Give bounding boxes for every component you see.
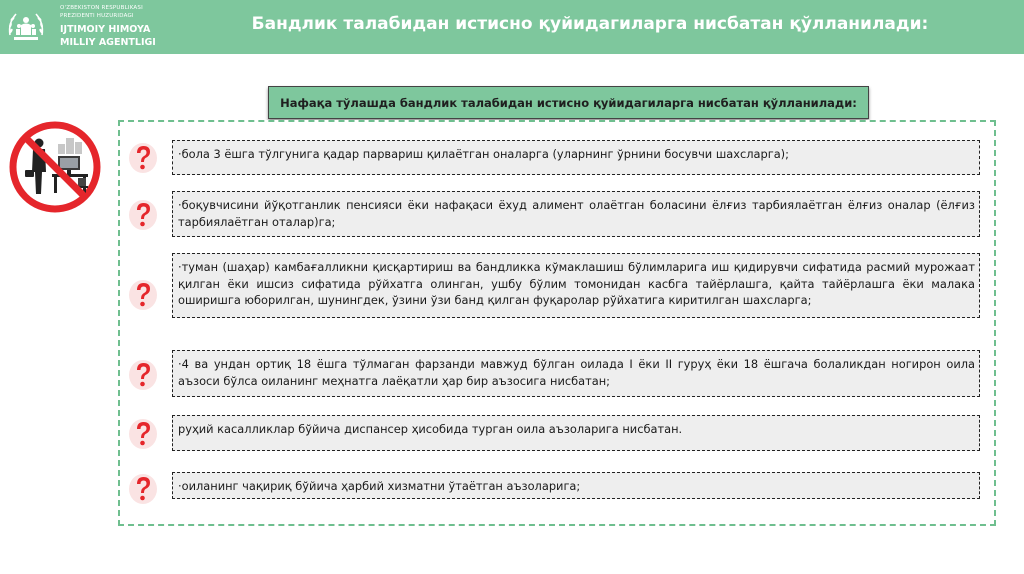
exemption-item-5: руҳий касалликлар бўйича диспансер ҳисобида турган оила аъзоларига нисбатан. xyxy=(172,415,980,451)
question-mark-icon xyxy=(128,359,158,391)
subheader-box xyxy=(268,86,869,119)
subheader-text: Нафақа тўлашда бандлик талабидан истисно қуйидагиларга нисбатан қўлланилади: xyxy=(280,95,857,110)
exemption-item-2: ·боқувчисини йўқотганлик пенсияси ёки нафақаси ёхуд алимент олаётган боласини ёлғиз тарбиялаётган ёлғиз оналар (ёлғиз тарбиялаётган оталар)га; xyxy=(172,191,980,237)
exemption-item-1: ·бола 3 ёшга тўлгунига қадар парвариш қилаётган оналарга (уларнинг ўрнини босувчи шахсларга); xyxy=(172,140,980,175)
question-mark-icon xyxy=(128,199,158,231)
question-mark-icon xyxy=(128,473,158,505)
no-work-sign-icon xyxy=(6,120,104,214)
content-panel xyxy=(118,120,996,526)
question-mark-icon xyxy=(128,418,158,450)
header-bar xyxy=(0,0,1024,54)
exemption-item-6: ·оиланинг чақириқ бўйича ҳарбий хизматни ўтаётган аъзоларига; xyxy=(172,472,980,499)
question-mark-icon xyxy=(128,279,158,311)
logo-line-3: IJTIMOIY HIMOYA xyxy=(60,24,151,35)
logo-line-1: O'ZBEKISTON RESPUBLIKASI xyxy=(60,5,143,11)
exemption-item-4: ·4 ва ундан ортиқ 18 ёшга тўлмаган фарзанди мавжуд бўлган оилада I ёки II гуруҳ ёки 18 ёшгача болаликдан ногирон оила аъзоси бўлса оиланинг меҳнатга лаёқатли ҳар бир аъзосига нисбатан; xyxy=(172,350,980,397)
logo-line-2: PREZIDENTI HUZURIDAGI xyxy=(60,13,134,19)
agency-logo[interactable] xyxy=(0,0,176,54)
question-mark-icon xyxy=(128,142,158,174)
agency-emblem-icon xyxy=(4,5,48,49)
logo-line-4: MILLIY AGENTLIGI xyxy=(60,37,156,48)
exemption-item-3: ·туман (шаҳар) камбағалликни қисқартириш ва бандликка кўмаклашиш бўлимларига иш қидирувчи сифатида расмий мурожаат қилган ёки ишсиз сифатида рўйхатга олинган, ушбу бўлим томонидан касбга тайёрлашга, қайта тайёрлашга ёки малака оширишга юборилган, шунингдек, ўзини ўзи банд қилган фуқаролар рўйхатига киритилган шахсларга; xyxy=(172,253,980,318)
page-title: Бандлик талабидан истисно қуйидагиларга нисбатан қўлланилади: xyxy=(251,14,929,34)
